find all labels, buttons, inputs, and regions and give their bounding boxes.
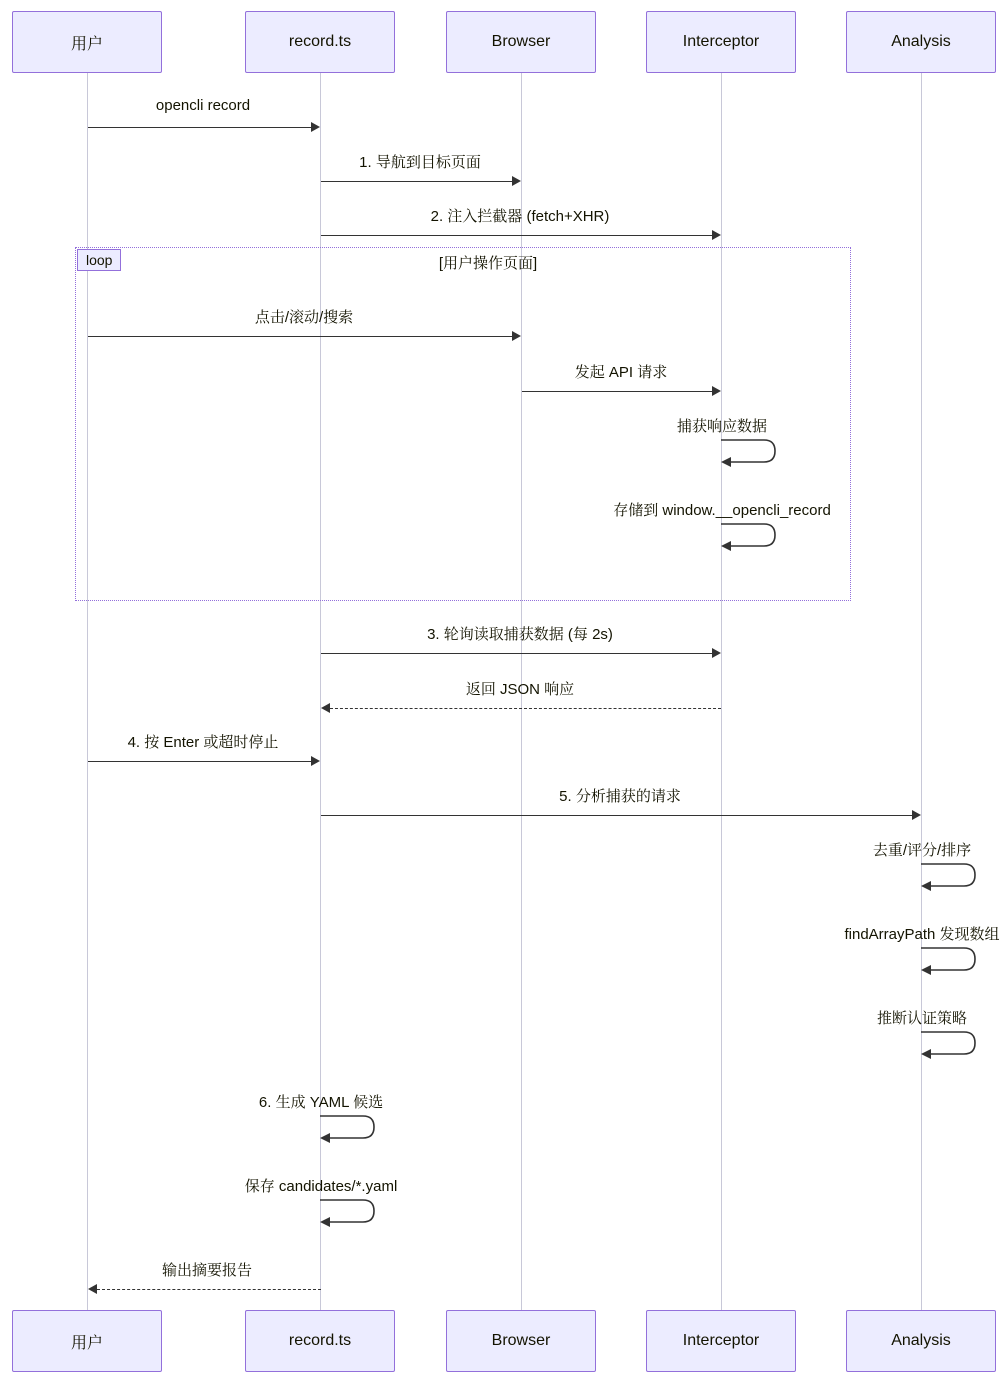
arrow-head-output-summary [88, 1284, 97, 1294]
lifeline-analysis [921, 73, 922, 1310]
message-label-user-interaction: 点击/滚动/搜索 [254, 309, 354, 326]
actor-analysis-top[interactable] [846, 11, 996, 73]
message-line-opencli-record [88, 127, 312, 128]
actor-analysis-bottom-label: Analysis [891, 1332, 951, 1349]
actor-analysis-bottom[interactable] [846, 1310, 996, 1372]
message-line-stop-record [88, 761, 312, 762]
arrow-head-stop-record [311, 756, 320, 766]
message-line-poll-captured [321, 653, 712, 654]
message-label-return-json: 返回 JSON 响应 [465, 681, 575, 698]
actor-browser-bottom-label: Browser [491, 1332, 551, 1349]
message-line-output-summary [97, 1289, 321, 1290]
actor-record-bottom-label: record.ts [288, 1332, 352, 1349]
message-line-analyze-requests [321, 815, 912, 816]
self-message-loop-find-array-path [918, 945, 978, 984]
arrow-head-navigate [512, 176, 521, 186]
self-message-label-capture-response: 捕获响应数据 [676, 418, 768, 435]
actor-record-bottom[interactable] [245, 1310, 395, 1372]
message-label-poll-captured: 3. 轮询读取捕获数据 (每 2s) [427, 626, 613, 643]
message-label-stop-record: 4. 按 Enter 或超时停止 [127, 734, 279, 751]
message-label-opencli-record: opencli record [155, 97, 251, 114]
arrow-head-opencli-record [311, 122, 320, 132]
arrow-head-return-json [321, 703, 330, 713]
self-message-loop-infer-auth [918, 1029, 978, 1068]
self-message-label-store-window: 存储到 window.__opencli_record [613, 502, 831, 519]
actor-user-bottom-label: 用户 [70, 1334, 103, 1352]
actor-record-top[interactable] [245, 11, 395, 73]
self-message-label-save-candidates: 保存 candidates/*.yaml [244, 1178, 398, 1195]
message-label-api-request: 发起 API 请求 [574, 364, 668, 381]
self-message-label-find-array-path: findArrayPath 发现数组 [844, 926, 1000, 943]
message-line-navigate [321, 181, 512, 182]
arrow-head-user-interaction [512, 331, 521, 341]
message-label-navigate: 1. 导航到目标页面 [359, 154, 481, 171]
arrow-head-inject-interceptor [712, 230, 721, 240]
actor-interceptor-top-label: Interceptor [682, 33, 760, 50]
message-label-inject-interceptor: 2. 注入拦截器 (fetch+XHR) [430, 208, 610, 225]
actor-interceptor-bottom[interactable] [646, 1310, 796, 1372]
actor-record-top-label: record.ts [288, 33, 352, 50]
message-line-return-json [330, 708, 721, 709]
self-message-loop-save-candidates [317, 1197, 377, 1236]
arrow-head-api-request [712, 386, 721, 396]
message-label-output-summary: 输出摘要报告 [161, 1262, 253, 1279]
actor-analysis-top-label: Analysis [891, 33, 951, 50]
actor-interceptor-bottom-label: Interceptor [682, 1332, 760, 1349]
actor-browser-top[interactable] [446, 11, 596, 73]
actor-user-top-label: 用户 [70, 35, 103, 53]
actor-browser-top-label: Browser [491, 33, 551, 50]
arrow-head-analyze-requests [912, 810, 921, 820]
message-line-user-interaction [88, 336, 512, 337]
self-message-loop-generate-yaml [317, 1113, 377, 1152]
message-label-analyze-requests: 5. 分析捕获的请求 [559, 788, 681, 805]
actor-user-bottom[interactable] [12, 1310, 162, 1372]
actor-interceptor-top[interactable] [646, 11, 796, 73]
loop-tag: loop [77, 249, 121, 271]
arrow-head-poll-captured [712, 648, 721, 658]
message-line-inject-interceptor [321, 235, 712, 236]
self-message-label-generate-yaml: 6. 生成 YAML 候选 [258, 1094, 384, 1111]
loop-title: [用户操作页面] [438, 255, 538, 272]
self-message-loop-store-window [718, 521, 778, 560]
self-message-label-infer-auth: 推断认证策略 [876, 1010, 968, 1027]
self-message-loop-capture-response [718, 437, 778, 476]
self-message-label-dedupe-score-sort: 去重/评分/排序 [872, 842, 972, 859]
message-line-api-request [522, 391, 712, 392]
actor-user-top[interactable] [12, 11, 162, 73]
actor-browser-bottom[interactable] [446, 1310, 596, 1372]
self-message-loop-dedupe-score-sort [918, 861, 978, 900]
